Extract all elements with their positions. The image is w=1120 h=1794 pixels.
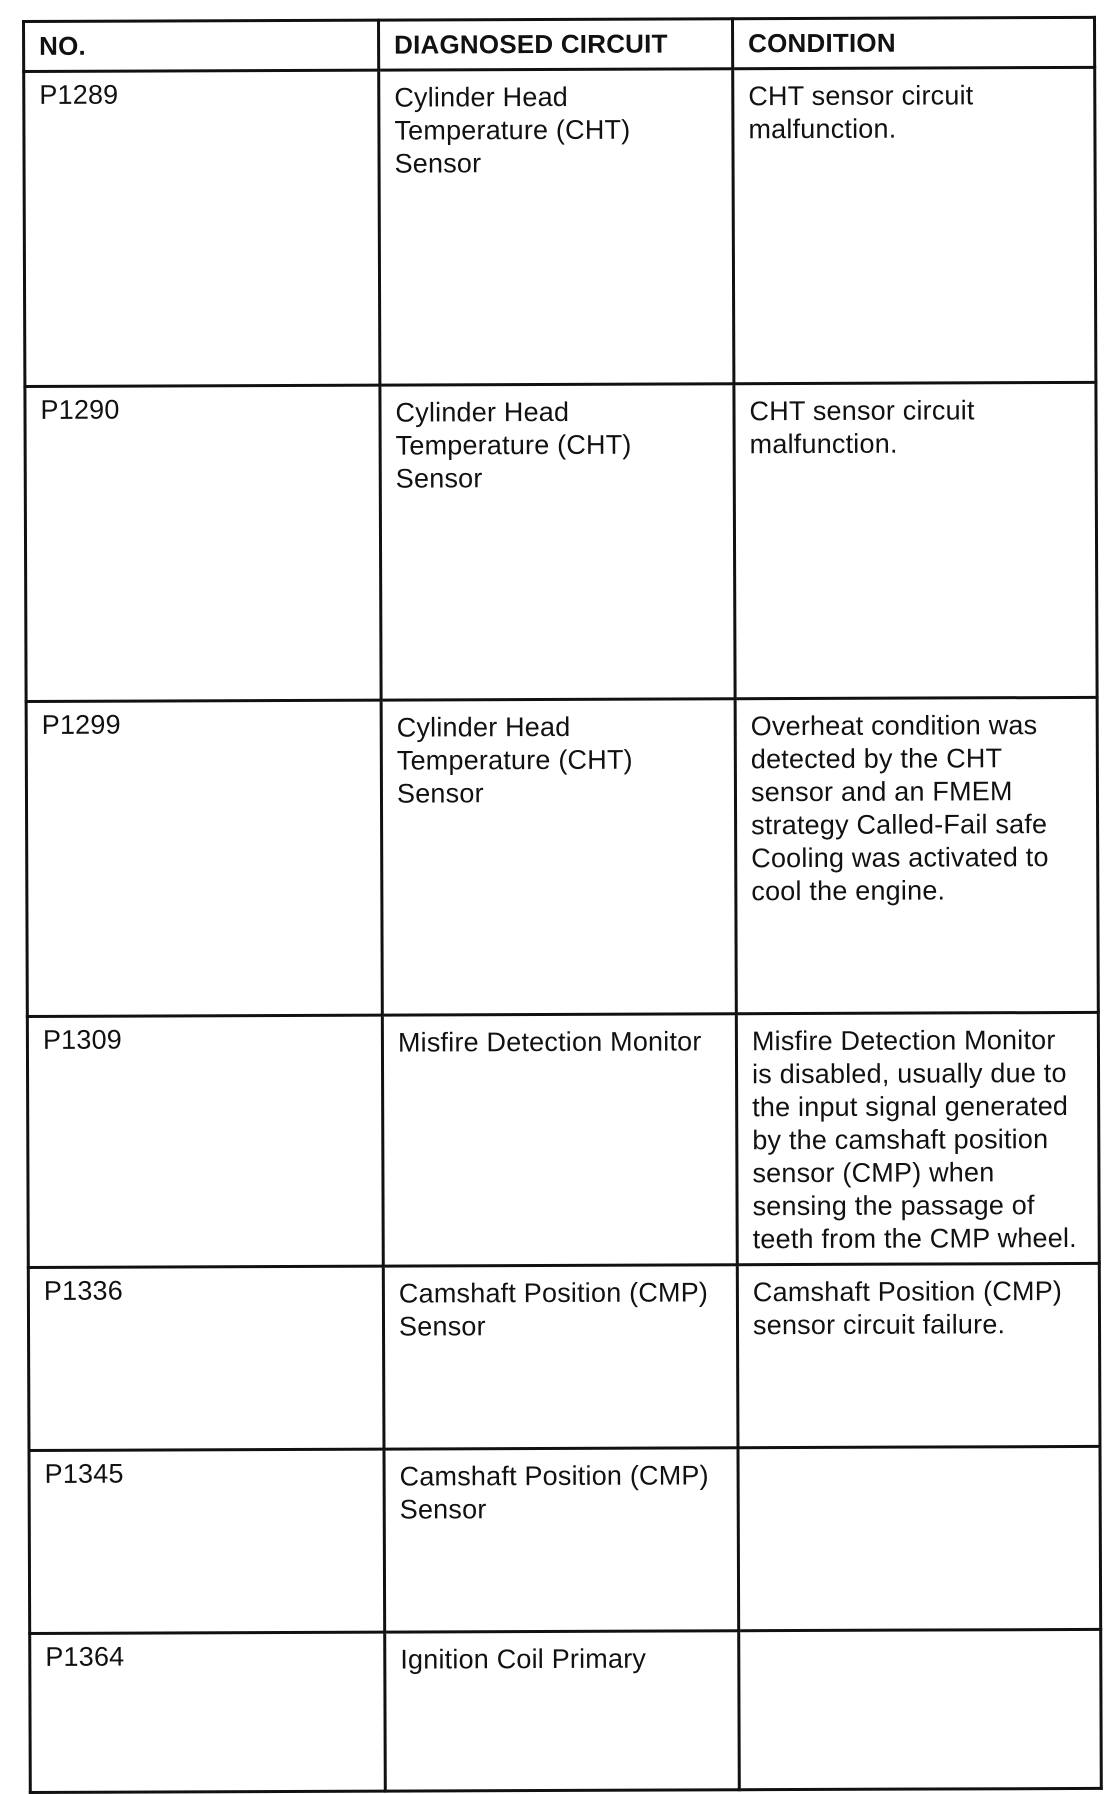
diagnosed-circuit-text: Cylinder Head Temperature (CHT) Sensor bbox=[396, 711, 633, 809]
table-row bbox=[26, 697, 1098, 1016]
dtc-table bbox=[22, 16, 1103, 1794]
condition-text bbox=[754, 1458, 1085, 1459]
condition-cell bbox=[735, 697, 1098, 1013]
dtc-code: P1309 bbox=[27, 1015, 383, 1267]
dtc-document bbox=[22, 16, 1100, 1726]
diagnosed-circuit-cell bbox=[379, 69, 734, 385]
diagnosed-circuit-cell bbox=[380, 384, 735, 700]
diagnosed-circuit-text: Camshaft Position (CMP) Sensor bbox=[398, 1277, 709, 1342]
dtc-code: P1336 bbox=[28, 1266, 384, 1450]
table-row bbox=[29, 1446, 1101, 1633]
condition-cell bbox=[736, 1012, 1099, 1264]
condition-text: Misfire Detection Monitor is disabled, usually due to the input signal generated by the camshaft position sensor (CMP) when sensing the passage of teeth from the CMP wheel. bbox=[751, 1025, 1077, 1255]
diagnosed-circuit-cell bbox=[384, 1448, 739, 1632]
table-row bbox=[24, 67, 1096, 386]
diagnosed-circuit-text: Cylinder Head Temperature (CHT) Sensor bbox=[395, 396, 632, 494]
dtc-code: P1364 bbox=[30, 1632, 386, 1792]
condition-text: Overheat condition was detected by the CHT sensor and an FMEM strategy Called-Fail safe Cooling was activated to cool the engine. bbox=[750, 710, 1049, 907]
header-no: NO. bbox=[24, 20, 379, 71]
condition-text: CHT sensor circuit malfunction. bbox=[748, 80, 974, 145]
table-header-row bbox=[24, 17, 1095, 71]
condition-text: Camshaft Position (CMP) sensor circuit failure. bbox=[752, 1276, 1063, 1341]
table-row bbox=[30, 1629, 1102, 1792]
diagnosed-circuit-cell bbox=[381, 699, 736, 1015]
diagnosed-circuit-text: Ignition Coil Primary bbox=[400, 1643, 647, 1675]
condition-cell bbox=[739, 1629, 1102, 1789]
diagnosed-circuit-cell bbox=[385, 1631, 740, 1791]
diagnosed-circuit-cell bbox=[382, 1014, 737, 1266]
dtc-code: P1289 bbox=[24, 70, 380, 386]
dtc-code: P1345 bbox=[29, 1449, 385, 1633]
header-diagnosed-circuit: DIAGNOSED CIRCUIT bbox=[379, 19, 733, 70]
diagnosed-circuit-text: Cylinder Head Temperature (CHT) Sensor bbox=[394, 81, 631, 179]
condition-cell bbox=[734, 382, 1097, 698]
table-row bbox=[28, 1263, 1100, 1450]
condition-text: CHT sensor circuit malfunction. bbox=[749, 395, 975, 460]
condition-cell bbox=[738, 1446, 1101, 1630]
header-condition: CONDITION bbox=[733, 17, 1095, 68]
diagnosed-circuit-cell bbox=[383, 1265, 738, 1449]
condition-cell bbox=[737, 1263, 1100, 1447]
table-row bbox=[27, 1012, 1099, 1267]
dtc-code: P1290 bbox=[25, 385, 381, 701]
condition-cell bbox=[733, 67, 1096, 383]
diagnosed-circuit-text: Misfire Detection Monitor bbox=[397, 1026, 702, 1058]
dtc-code: P1299 bbox=[26, 700, 382, 1016]
diagnosed-circuit-text: Camshaft Position (CMP) Sensor bbox=[399, 1460, 709, 1525]
table-row bbox=[25, 382, 1097, 701]
condition-text bbox=[754, 1641, 1085, 1642]
